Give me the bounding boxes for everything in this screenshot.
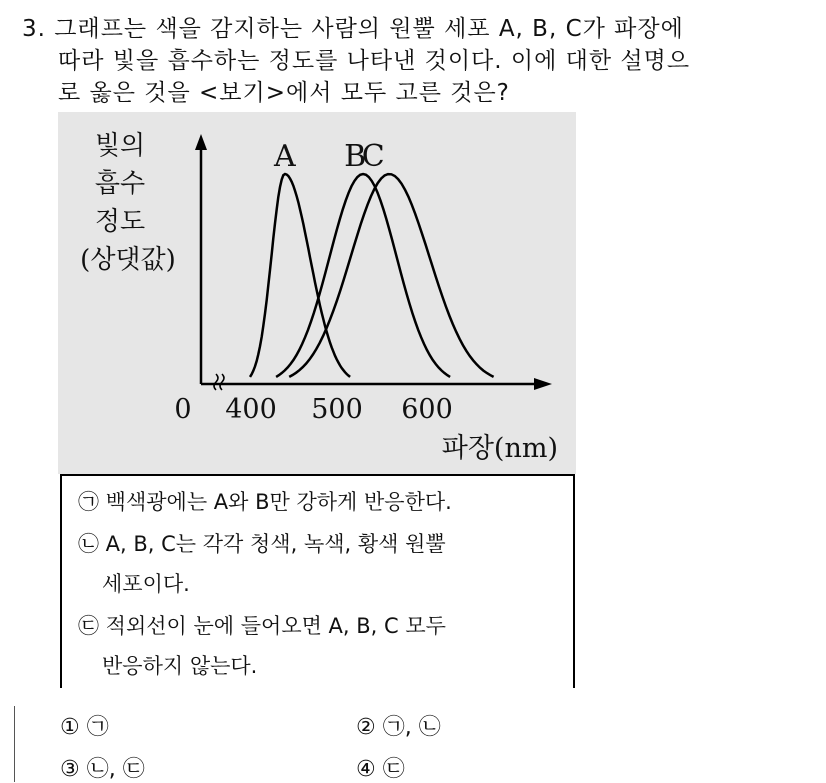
curve-b [276,174,450,377]
curve-label-a: A [273,139,296,174]
curve-label-b: B [344,139,367,174]
y-axis-arrow [195,134,207,150]
curve-c [289,174,493,377]
bogi-box [60,474,575,688]
curve-label-c: C [361,139,385,174]
x-tick-label: 500 [311,394,363,425]
x-tick-labels [174,394,452,425]
question-line-1: 3. 그래프는 색을 감지하는 사람의 원뿔 세포 A, B, C가 파장에 [22,16,684,42]
x-axis-arrow [534,378,552,390]
margin-line [14,706,15,782]
y-label-line-4: (상댓값) [80,245,176,275]
bogi-item-3: ㉢ 적외선이 눈에 들어오면 A, B, C 모두 [78,614,446,638]
option-2[interactable]: ② ㉠, ㉡ [356,715,441,740]
x-axis-label: 파장(nm) [441,433,558,464]
absorption-curves [250,174,494,377]
absorption-chart [58,112,576,474]
axis-break-mark [214,374,224,390]
x-tick-label: 400 [225,394,277,425]
x-tick-label: 600 [401,394,453,425]
curve-labels [273,139,385,174]
y-axis-label [80,131,176,275]
bogi-item-3-cont: 반응하지 않는다. [102,654,258,678]
option-3[interactable]: ③ ㉡, ㉢ [60,757,145,782]
bogi-item-1: ㉠ 백색광에는 A와 B만 강하게 반응한다. [78,490,452,514]
bogi-item-2: ㉡ A, B, C는 각각 청색, 녹색, 황색 원뿔 [78,532,446,556]
question-line-2: 따라 빛을 흡수하는 정도를 나타낸 것이다. 이에 대한 설명으 [58,48,691,74]
option-1[interactable]: ① ㉠ [60,715,109,740]
x-tick-label: 0 [174,394,192,425]
y-label-line-1: 빛의 [94,131,146,161]
option-4[interactable]: ④ ㉢ [356,757,405,782]
bogi-item-2-cont: 세포이다. [102,572,190,596]
y-label-line-3: 정도 [94,207,146,237]
question-line-3: 로 옳은 것을 <보기>에서 모두 고른 것은? [58,80,510,106]
chart-svg [58,112,576,474]
y-label-line-2: 흡수 [94,169,146,199]
